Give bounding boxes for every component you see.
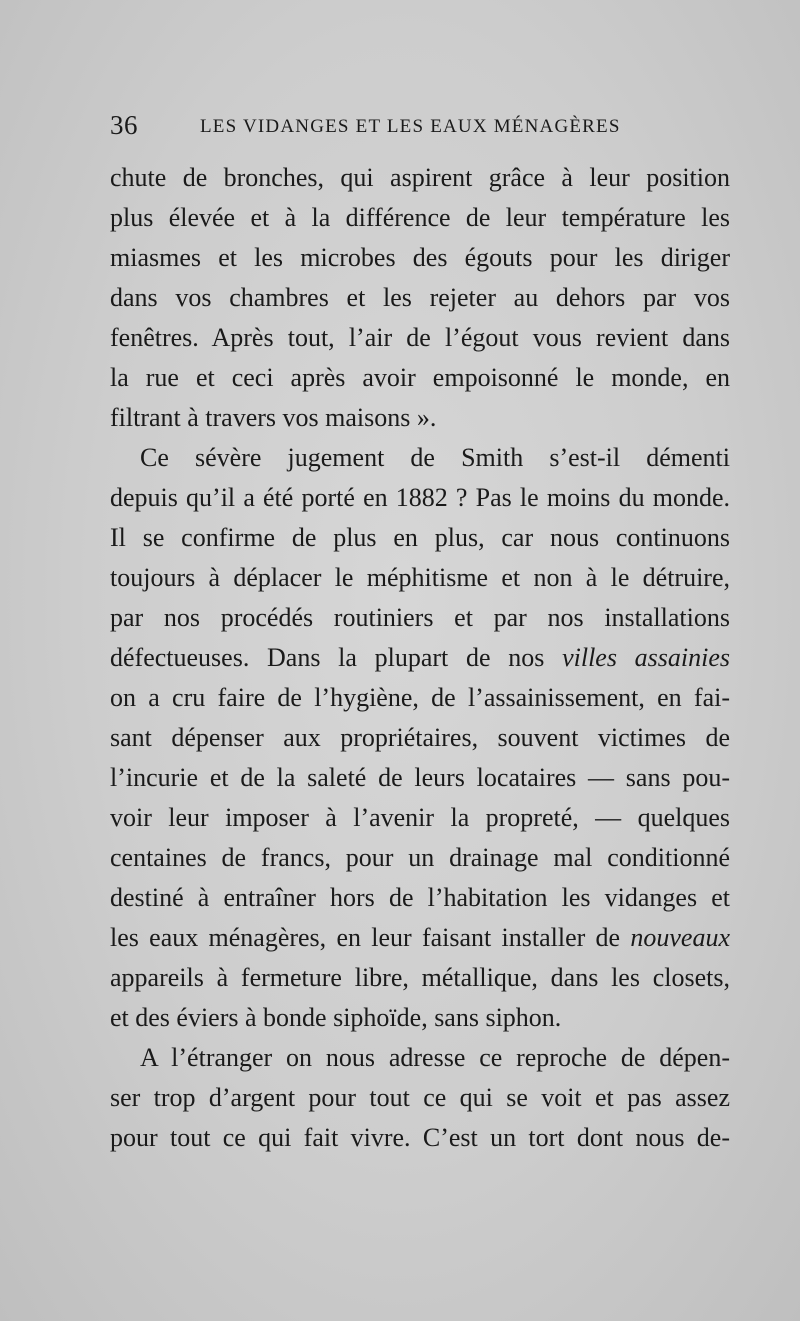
italic-phrase: villes assainies: [562, 643, 730, 672]
text-segment: défectueuses. Dans la plupart de nos: [110, 643, 563, 672]
text-line: plus élevée et à la différence de leur température les: [110, 203, 730, 232]
text-line: toujours à déplacer le méphitisme et non à le détruire,: [110, 563, 730, 592]
text-line: chute de bronches, qui aspirent grâce à leur position: [110, 163, 730, 192]
text-line: la rue et ceci après avoir empoisonné le monde, en: [110, 363, 730, 392]
text-line: ser trop d’argent pour tout ce qui se voit et pas assez: [110, 1083, 730, 1112]
page-header: [110, 110, 730, 144]
text-line: [110, 638, 730, 678]
text-line: filtrant à travers vos maisons ».: [110, 403, 437, 432]
text-line: [110, 918, 730, 958]
page-number: 36: [110, 110, 138, 140]
text-line: A l’étranger on nous adresse ce reproche de dépen-: [140, 1043, 730, 1072]
text-line: voir leur imposer à l’avenir la propreté, — quelques: [110, 803, 730, 832]
body-text: [110, 158, 730, 1158]
text-line: on a cru faire de l’hygiène, de l’assainissement, en fai-: [110, 683, 730, 712]
text-line: miasmes et les microbes des égouts pour les diriger: [110, 243, 730, 272]
italic-phrase: nouveaux: [630, 923, 730, 952]
text-line: et des éviers à bonde siphoïde, sans siphon.: [110, 1003, 562, 1032]
text-line: pour tout ce qui fait vivre. C’est un tort dont nous de-: [110, 1123, 730, 1152]
text-line: par nos procédés routiniers et par nos installations: [110, 603, 730, 632]
running-title: LES VIDANGES ET LES EAUX MÉNAGÈRES: [200, 116, 621, 137]
text-line: centaines de francs, pour un drainage mal conditionné: [110, 843, 730, 872]
text-line: dans vos chambres et les rejeter au dehors par vos: [110, 283, 730, 312]
text-line: Il se confirme de plus en plus, car nous continuons: [110, 523, 730, 552]
text-line: Ce sévère jugement de Smith s’est-il démenti: [140, 443, 730, 472]
text-line: l’incurie et de la saleté de leurs locataires — sans pou-: [110, 763, 730, 792]
text-line: fenêtres. Après tout, l’air de l’égout vous revient dans: [110, 323, 730, 352]
text-segment: les eaux ménagères, en leur faisant installer de: [110, 923, 631, 952]
text-line: appareils à fermeture libre, métallique, dans les closets,: [110, 963, 730, 992]
text-line: depuis qu’il a été porté en 1882 ? Pas le moins du monde.: [110, 483, 730, 512]
text-line: sant dépenser aux propriétaires, souvent victimes de: [110, 723, 730, 752]
text-line: destiné à entraîner hors de l’habitation les vidanges et: [110, 883, 730, 912]
